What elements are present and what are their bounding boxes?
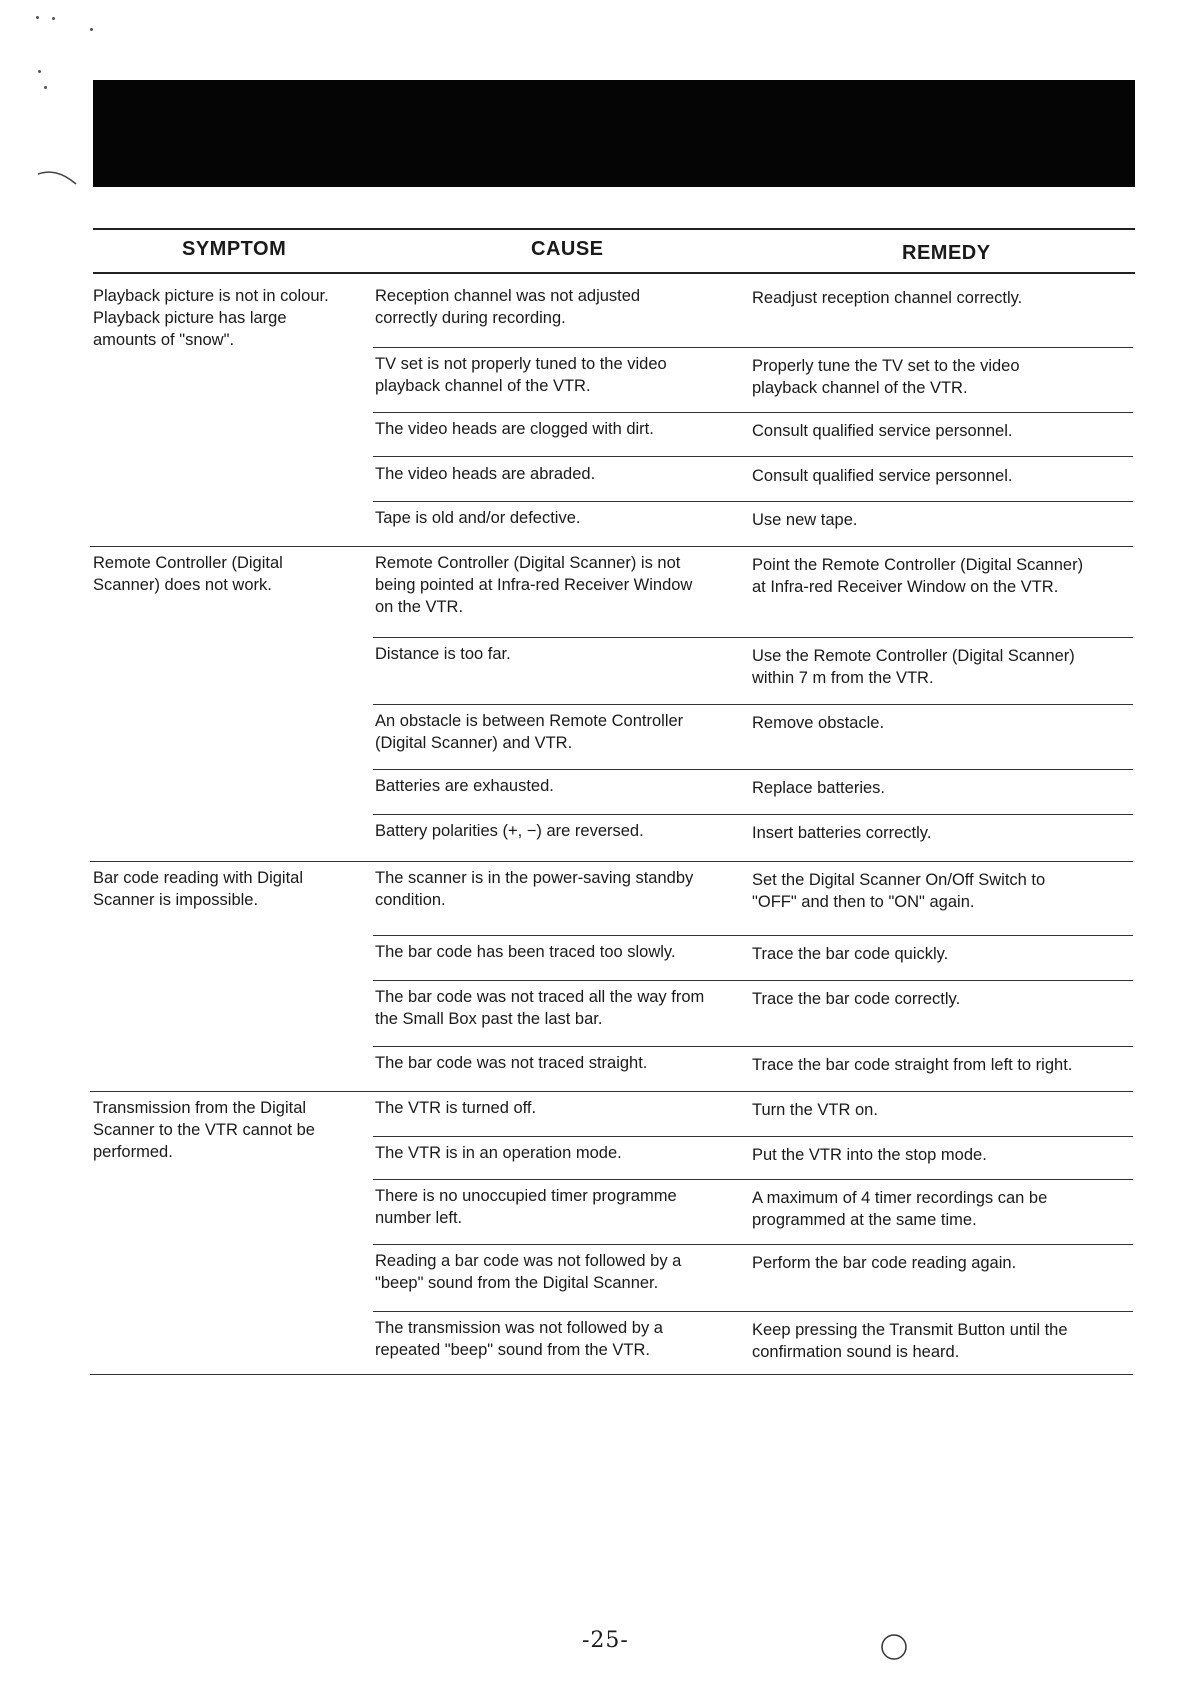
remedy-cell: Properly tune the TV set to the video playback channel of the VTR. — [752, 357, 1020, 397]
group-divider — [90, 861, 1133, 862]
cause-cell: Tape is old and/or defective. — [375, 509, 581, 527]
row-divider — [373, 1311, 1133, 1312]
remedy-cell: Use the Remote Controller (Digital Scanner) within 7 m from the VTR. — [752, 647, 1075, 687]
symptom-cell: Remote Controller (Digital Scanner) does not work. — [93, 554, 283, 594]
row-divider — [373, 935, 1133, 936]
cause-cell: The VTR is turned off. — [375, 1099, 537, 1117]
remedy-cell: Trace the bar code correctly. — [752, 990, 961, 1008]
row-divider — [373, 1136, 1133, 1137]
cause-cell: Remote Controller (Digital Scanner) is not being pointed at Infra-red Receiver Window on the VTR. — [375, 554, 693, 616]
group-divider — [90, 546, 1133, 547]
remedy-cell: Readjust reception channel correctly. — [752, 289, 1023, 307]
remedy-cell: Remove obstacle. — [752, 714, 885, 732]
symptom-column-header: SYMPTOM — [182, 238, 287, 260]
cause-cell: The bar code was not traced straight. — [375, 1054, 648, 1072]
symptom-cell: Bar code reading with Digital Scanner is impossible. — [93, 869, 304, 909]
remedy-column-header: REMEDY — [902, 242, 991, 264]
binder-hole-icon — [880, 1633, 908, 1661]
remedy-cell: A maximum of 4 timer recordings can be programmed at the same time. — [752, 1189, 1048, 1229]
remedy-cell: Consult qualified service personnel. — [752, 467, 1013, 485]
cause-cell: TV set is not properly tuned to the video playback channel of the VTR. — [375, 355, 667, 395]
remedy-cell: Replace batteries. — [752, 779, 885, 797]
row-divider — [373, 347, 1133, 348]
remedy-cell: Keep pressing the Transmit Button until the confirmation sound is heard. — [752, 1321, 1068, 1361]
cause-cell: Reception channel was not adjusted correctly during recording. — [375, 287, 641, 327]
cause-cell: Batteries are exhausted. — [375, 777, 554, 795]
row-divider — [373, 814, 1133, 815]
remedy-cell: Trace the bar code straight from left to right. — [752, 1056, 1073, 1074]
cause-cell: An obstacle is between Remote Controller (Digital Scanner) and VTR. — [375, 712, 684, 752]
row-divider — [373, 501, 1133, 502]
remedy-cell: Put the VTR into the stop mode. — [752, 1146, 987, 1164]
cause-cell: The video heads are clogged with dirt. — [375, 420, 654, 438]
remedy-cell: Insert batteries correctly. — [752, 824, 932, 842]
remedy-cell: Point the Remote Controller (Digital Scanner) at Infra-red Receiver Window on the VTR. — [752, 556, 1084, 596]
row-divider — [373, 1244, 1133, 1245]
cause-cell: The bar code was not traced all the way from the Small Box past the last bar. — [375, 988, 705, 1028]
row-divider — [373, 456, 1133, 457]
row-divider — [373, 1046, 1133, 1047]
cause-cell: There is no unoccupied timer programme number left. — [375, 1187, 677, 1227]
cause-cell: The video heads are abraded. — [375, 465, 596, 483]
cause-cell: The scanner is in the power-saving standby condition. — [375, 869, 694, 909]
row-divider — [373, 412, 1133, 413]
group-divider — [90, 1374, 1133, 1375]
cause-cell: Battery polarities (+, −) are reversed. — [375, 822, 644, 840]
page-number: -25- — [582, 1628, 629, 1653]
remedy-cell: Use new tape. — [752, 511, 858, 529]
row-divider — [373, 637, 1133, 638]
symptom-cell: Playback picture is not in colour. Playback picture has large amounts of "snow". — [93, 287, 329, 349]
remedy-cell: Consult qualified service personnel. — [752, 422, 1013, 440]
row-divider — [373, 769, 1133, 770]
cause-cell: The bar code has been traced too slowly. — [375, 943, 676, 961]
group-divider — [90, 1091, 1133, 1092]
remedy-cell: Turn the VTR on. — [752, 1101, 878, 1119]
row-divider — [373, 1179, 1133, 1180]
cause-cell: The transmission was not followed by a repeated "beep" sound from the VTR. — [375, 1319, 663, 1359]
remedy-cell: Trace the bar code quickly. — [752, 945, 949, 963]
cause-cell: Reading a bar code was not followed by a "beep" sound from the Digital Scanner. — [375, 1252, 682, 1292]
remedy-cell: Perform the bar code reading again. — [752, 1254, 1017, 1272]
row-divider — [373, 980, 1133, 981]
cause-cell: Distance is too far. — [375, 645, 511, 663]
cause-column-header: CAUSE — [531, 238, 604, 260]
remedy-cell: Set the Digital Scanner On/Off Switch to "OFF" and then to "ON" again. — [752, 871, 1046, 911]
cause-cell: The VTR is in an operation mode. — [375, 1144, 622, 1162]
row-divider — [373, 704, 1133, 705]
symptom-cell: Transmission from the Digital Scanner to the VTR cannot be performed. — [93, 1099, 315, 1161]
